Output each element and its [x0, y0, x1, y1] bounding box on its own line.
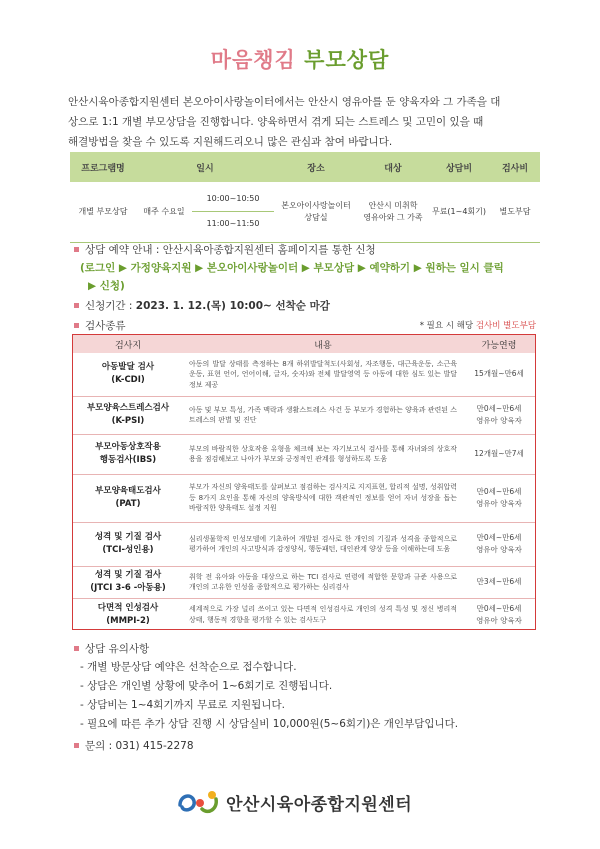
org-logo-icon — [176, 787, 220, 817]
test-age — [463, 598, 535, 631]
bullet-square-icon — [74, 247, 79, 252]
tests-table-box — [72, 334, 536, 630]
schedule-fee: 무료(1~4회기) — [428, 182, 490, 242]
schedule-header: 대상 — [358, 152, 428, 182]
test-age — [463, 522, 535, 566]
bullet-square-icon — [74, 323, 79, 328]
schedule-table — [70, 152, 540, 243]
schedule-test-fee: 별도부담 — [490, 182, 540, 242]
tests-header: 내용 — [183, 335, 463, 353]
test-name-line: (JTCI 3-6 -아동용) — [90, 583, 166, 593]
intro-line: 안산시육아종합지원센터 본오아이사랑놀이터에서는 안산시 영유아를 둔 양육자와 그 가족을 대 — [68, 96, 501, 108]
place-line: 상담실 — [304, 212, 328, 222]
schedule-header: 장소 — [274, 152, 358, 182]
test-age-line: 만3세~만6세 — [476, 577, 522, 586]
test-name — [73, 474, 183, 522]
test-name-line: 부모아동상호작용 — [95, 442, 161, 452]
test-desc: 아동 및 부모 특성, 가족 맥락과 생활스트레스 사건 등 부모가 경험하는 양육과 관련된 스트레스의 판별 및 진단 — [183, 396, 463, 434]
list-item: - 상담은 개인별 상황에 맞추어 1~6회기로 진행됩니다. — [80, 680, 333, 692]
test-age — [463, 566, 535, 598]
caution-label: 상담 유의사항 — [85, 643, 150, 655]
test-age-line: 만0세~만6세 — [476, 487, 522, 496]
test-age-line: 만0세~만6세 — [476, 533, 522, 542]
test-desc: 부모가 자신의 양육태도를 살펴보고 점검하는 검사지로 지지표현, 합리적 설명, 성취압력 등 8가지 요인을 통해 자신의 양육방식에 대한 객관적인 정보를 얻어 자녀 성장을 돕는 바람직한 양육태도 설정 지원 — [183, 474, 463, 522]
title-part2: 부모상담 — [304, 48, 390, 72]
test-desc: 세계적으로 가장 널리 쓰이고 있는 다면적 인성검사로 개인의 성격 특성 및 정신 병리적 상태, 행동적 경향을 평가할 수 있는 검사도구 — [189, 605, 457, 624]
test-age — [463, 434, 535, 474]
tests-fee-note — [420, 319, 536, 331]
target-line: 안산시 미취학 — [368, 200, 418, 210]
list-item: - 개별 방문상담 예약은 선착순으로 접수합니다. — [80, 661, 297, 673]
test-name — [73, 522, 183, 566]
table-row — [73, 566, 535, 598]
test-age-line: 15개월~만6세 — [474, 369, 524, 379]
tests-header: 가능연령 — [463, 335, 535, 353]
tests-section-title — [74, 318, 126, 333]
intro-line: 해결방법을 찾을 수 있도록 지원해드리오니 많은 관심과 참여 바랍니다. — [68, 136, 393, 148]
test-age-line: 만0세~만6세 — [476, 603, 522, 613]
test-name — [73, 396, 183, 434]
schedule-day: 매주 수요일 — [136, 182, 192, 242]
intro-paragraph — [68, 92, 538, 152]
tests-table — [73, 335, 535, 631]
bullet-square-icon — [74, 303, 79, 308]
table-row — [73, 396, 535, 434]
contact-info — [74, 738, 194, 753]
test-desc: 취학 전 유아와 아동을 대상으로 하는 TCI 검사로 연령에 적합한 문항과 규준 사용으로 개인의 고유한 인성을 종합적으로 평가하는 심리검사 — [183, 566, 463, 598]
test-name-line: (TCI-성인용) — [102, 545, 154, 555]
test-age-line: 12개월~만7세 — [474, 449, 524, 458]
table-row — [73, 598, 535, 631]
test-name-line: (K-CDI) — [111, 375, 145, 386]
schedule-header: 상담비 — [428, 152, 490, 182]
test-name-line: (PAT) — [115, 499, 141, 509]
list-item: - 필요에 따른 추가 상담 진행 시 상담실비 10,000원(5~6회기)은 개인부담입니다. — [80, 718, 459, 730]
schedule-header: 프로그램명 — [70, 152, 136, 182]
footer — [176, 787, 412, 817]
test-name — [73, 434, 183, 474]
test-age-line: 영유아 양육자 — [476, 545, 522, 554]
test-name-line: (K-PSI) — [111, 416, 145, 426]
bullet-square-icon — [74, 646, 79, 651]
schedule-place — [274, 182, 358, 242]
reservation-path — [80, 259, 540, 295]
bullet-square-icon — [74, 743, 79, 748]
test-desc: 아동의 발달 상태를 측정하는 8개 하위발달척도(사회성, 자조행동, 대근육운동, 소근육운동, 표현 언어, 언어이해, 글자, 숫자)와 전체 발달영역 등 아동에 대한 심도 있는 발달 정보 제공 — [183, 353, 463, 396]
test-name-line: (MMPI-2) — [106, 615, 150, 626]
schedule-time-slot: 11:00~11:50 — [192, 211, 274, 236]
test-age — [463, 474, 535, 522]
title-part1: 마음챙김 — [210, 48, 296, 72]
test-name — [73, 598, 183, 631]
place-line: 본오아이사랑놀이터 — [281, 200, 351, 210]
intro-line: 상으로 1:1 개별 부모상담을 진행합니다. 양육하면서 겪게 되는 스트레스 및 고민이 있을 때 — [68, 116, 484, 128]
target-line: 영유아와 그 가족 — [363, 212, 423, 222]
list-item: - 상담비는 1~4회기까지 무료로 지원됩니다. — [80, 699, 285, 711]
schedule-target — [358, 182, 428, 242]
schedule-times — [192, 182, 274, 242]
contact-label: 문의 : 031) 415-2278 — [85, 740, 194, 752]
caution-list — [80, 658, 458, 734]
schedule-time-slot: 10:00~10:50 — [206, 194, 260, 204]
test-age — [463, 396, 535, 434]
note-highlight: 검사비 별도부담 — [475, 321, 536, 331]
test-name-line: 성격 및 기질 검사 — [94, 532, 162, 542]
test-age-line: 영유아 양육자 — [476, 615, 522, 625]
test-name-line: 행동검사(IBS) — [99, 455, 157, 465]
test-name-line: 다면적 인성검사 — [97, 602, 159, 613]
test-name-line: 아동발달 검사 — [101, 362, 155, 373]
application-period — [74, 298, 330, 313]
test-age — [463, 353, 535, 396]
table-row — [73, 522, 535, 566]
table-row — [73, 474, 535, 522]
schedule-program: 개별 부모상담 — [70, 182, 136, 242]
note-prefix: * 필요 시 해당 — [419, 321, 476, 331]
test-name-line: 부모양육스트레스검사 — [86, 403, 170, 413]
test-name — [73, 566, 183, 598]
org-name: 안산시육아종합지원센터 — [226, 794, 413, 815]
page-title — [0, 44, 600, 74]
period-value: 2023. 1. 12.(목) 10:00~ 선착순 마감 — [135, 300, 330, 312]
tests-label: 검사종류 — [85, 320, 126, 332]
test-name-line: 성격 및 기질 검사 — [94, 570, 162, 580]
test-name-line: 부모양육태도검사 — [95, 486, 161, 496]
schedule-header: 일시 — [136, 152, 274, 182]
period-label: 신청기간 : — [85, 300, 136, 312]
test-age-line: 만0세~만6세 — [476, 404, 522, 413]
reservation-path-line: (로그인 ▶ 가정양육지원 ▶ 본오아이사랑놀이터 ▶ 부모상담 ▶ 예약하기 ▶ 원하는 일시 클릭 — [80, 262, 504, 274]
test-age-line: 영유아 양육자 — [476, 416, 522, 425]
tests-header: 검사지 — [73, 335, 183, 353]
test-name — [73, 353, 183, 396]
reservation-label: 상담 예약 안내 : 안산시육아종합지원센터 홈페이지를 통한 신청 — [85, 244, 376, 256]
schedule-header: 검사비 — [490, 152, 540, 182]
test-desc: 부모의 바람직한 상호작용 유형을 체크해 보는 자기보고식 검사를 통해 자녀와의 상호작용을 점검해보고 나아가 부모와 긍정적인 관계를 형성하도록 도움 — [183, 434, 463, 474]
test-desc: 심리생물학적 인성모델에 기초하여 개발된 검사로 한 개인의 기질과 성격을 종합적으로 평가하여 개인의 사고방식과 감정양식, 행동패턴, 대인관계 양상 등을 이해하는데 도움 — [183, 522, 463, 566]
caution-title — [74, 641, 149, 656]
table-row — [73, 434, 535, 474]
test-age-line: 영유아 양육자 — [476, 499, 522, 508]
reservation-info — [74, 242, 376, 257]
table-row — [73, 353, 535, 396]
reservation-path-line: ▶ 신청) — [88, 280, 125, 292]
